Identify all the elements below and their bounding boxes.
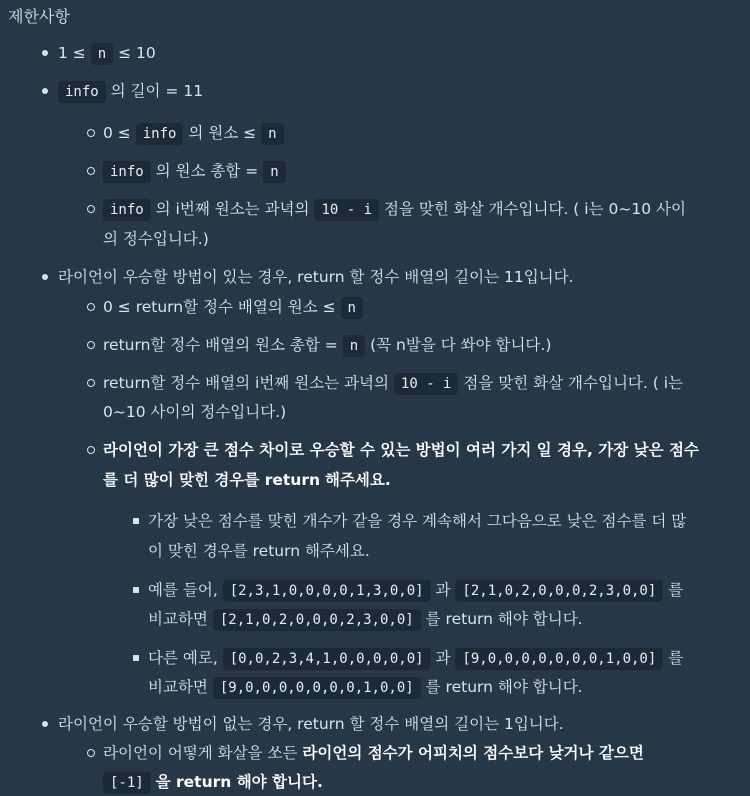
constraint-tiebreak: 라이언이 가장 큰 점수 차이로 우승할 수 있는 방법이 여러 가지 일 경우, 가장 낮은 점수 [103, 441, 699, 459]
bullet-dot [42, 88, 48, 94]
circle-bullet [87, 129, 95, 137]
constraint-n-range: 1 ≤ n ≤ 10 [58, 41, 156, 66]
circle-bullet [87, 749, 95, 757]
circle-bullet [87, 205, 95, 213]
example-1-cont: 비교하면 [2,1,0,2,0,0,0,2,3,0,0] 를 return 해야 합니다. [148, 607, 583, 632]
constraint-info-ith-cont: 의 정수입니다.) [103, 230, 209, 248]
circle-bullet [87, 446, 95, 454]
bullet-dot [42, 274, 48, 280]
constraint-return-ith-cont: 0~10 사이의 정수입니다.) [103, 403, 287, 421]
example-2-cont: 비교하면 [9,0,0,0,0,0,0,0,1,0,0] 를 return 해야 합니다. [148, 675, 583, 700]
example-1: 예를 들어, [2,3,1,0,0,0,0,1,3,0,0] 과 [2,1,0,2,0,0,0,2,3,0,0] 를 [148, 578, 683, 603]
section-title: 제한사항 [8, 7, 70, 26]
constraint-tiebreak-cont: 를 더 많이 맞힌 경우를 return 해주세요. [103, 471, 391, 489]
circle-bullet [87, 379, 95, 387]
constraint-lose-case: 라이언이 우승할 방법이 없는 경우, return 할 정수 배열의 길이는 1입니다. [58, 715, 564, 733]
circle-bullet [87, 167, 95, 175]
constraint-win-case: 라이언이 우승할 방법이 있는 경우, return 할 정수 배열의 길이는 11입니다. [58, 268, 574, 286]
example-2: 다른 예로, [0,0,2,3,4,1,0,0,0,0,0] 과 [9,0,0,0,0,0,0,0,1,0,0] 를 [148, 646, 683, 671]
tiebreak-detail-cont: 이 맞힌 경우를 return 해주세요. [148, 542, 370, 560]
constraint-info-element: 0 ≤ info 의 원소 ≤ n [103, 121, 284, 146]
tiebreak-detail: 가장 낮은 점수를 맞힌 개수가 같을 경우 계속해서 그다음으로 낮은 점수를 더 많 [148, 512, 687, 530]
circle-bullet [87, 303, 95, 311]
bullet-dot [42, 721, 48, 727]
constraint-info-ith: info 의 i번째 원소는 과녁의 10 - i 점을 맞힌 화살 개수입니다. ( i는 0~10 사이 [103, 197, 686, 222]
constraint-info-sum: info 의 원소 총합 = n [103, 159, 286, 184]
constraint-lose-detail: 라이언이 어떻게 화살을 쏘든 라이언의 점수가 어피치의 점수보다 낮거나 같으면 [103, 744, 644, 762]
square-bullet [133, 518, 139, 524]
constraint-return-element: 0 ≤ return할 정수 배열의 원소 ≤ n [103, 295, 363, 320]
square-bullet [133, 587, 139, 593]
constraint-lose-detail-cont: [-1] 을 return 해야 합니다. [103, 770, 323, 795]
constraint-info-length: info 의 길이 = 11 [58, 79, 203, 104]
square-bullet [133, 655, 139, 661]
constraint-return-ith: return할 정수 배열의 i번째 원소는 과녁의 10 - i 점을 맞힌 화살 개수입니다. ( i는 [103, 371, 683, 396]
bullet-dot [42, 50, 48, 56]
circle-bullet [87, 341, 95, 349]
constraint-return-sum: return할 정수 배열의 원소 총합 = n (꼭 n발을 다 쏴야 합니다.) [103, 333, 551, 358]
